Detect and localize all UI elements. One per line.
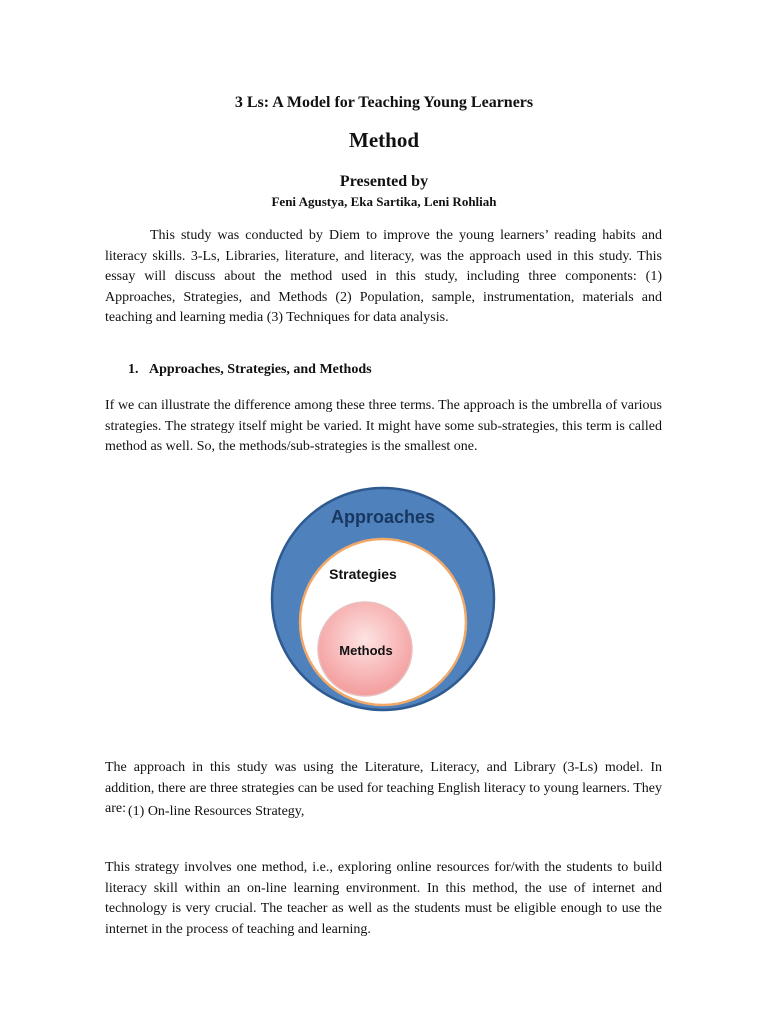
approach-paragraph: The approach in this study was using the Literature, Literacy, and Library (3-Ls) model. In addition, there are three strategies can be used for teaching English literacy to young learners. They are: bbox=[105, 760, 662, 817]
intro-paragraph: This study was conducted by Diem to improve the young learners’ reading habits and literacy skills. 3-Ls, Libraries, literature, and literacy, was the approach used in this study. This essay will discuss about the method used in this study, including three components: (1) Approaches, Strategies, and Methods (2) Population, sample, instrumentation, materials and teaching and learning media (3) Techniques for data analysis. bbox=[105, 228, 662, 326]
presented-by-label: Presented by bbox=[339, 173, 429, 190]
section-1-paragraph: If we can illustrate the difference among these three terms. The approach is the umbrella of various strategies. The strategy itself might be varied. It might have some sub-strategies, this term is called method as well. So, the methods/sub-strategies is the smallest one. bbox=[105, 398, 662, 455]
methods-label: Methods bbox=[339, 643, 393, 658]
strategies-label: Strategies bbox=[329, 566, 397, 582]
section-1-number: 1. bbox=[128, 362, 139, 377]
document-title: 3 Ls: A Model for Teaching Young Learners bbox=[234, 94, 534, 111]
strategy-list-item: (1) On-line Resources Strategy, bbox=[128, 804, 305, 819]
section-1-heading bbox=[128, 362, 372, 378]
approaches-label: Approaches bbox=[330, 507, 436, 527]
section-heading-method: Method bbox=[349, 128, 419, 152]
strategy-paragraph: This strategy involves one method, i.e., exploring online resources for/with the students to build literacy skill within an on-line learning environment. In this method, the use of internet and technology is very crucial. The teacher as well as the students must be eligible enough to use the internet in the process of teaching and learning. bbox=[105, 860, 662, 937]
nested-circles-diagram bbox=[255, 482, 511, 720]
section-1-title: Approaches, Strategies, and Methods bbox=[149, 362, 372, 377]
authors-line: Feni Agustya, Eka Sartika, Leni Rohliah bbox=[271, 194, 497, 209]
